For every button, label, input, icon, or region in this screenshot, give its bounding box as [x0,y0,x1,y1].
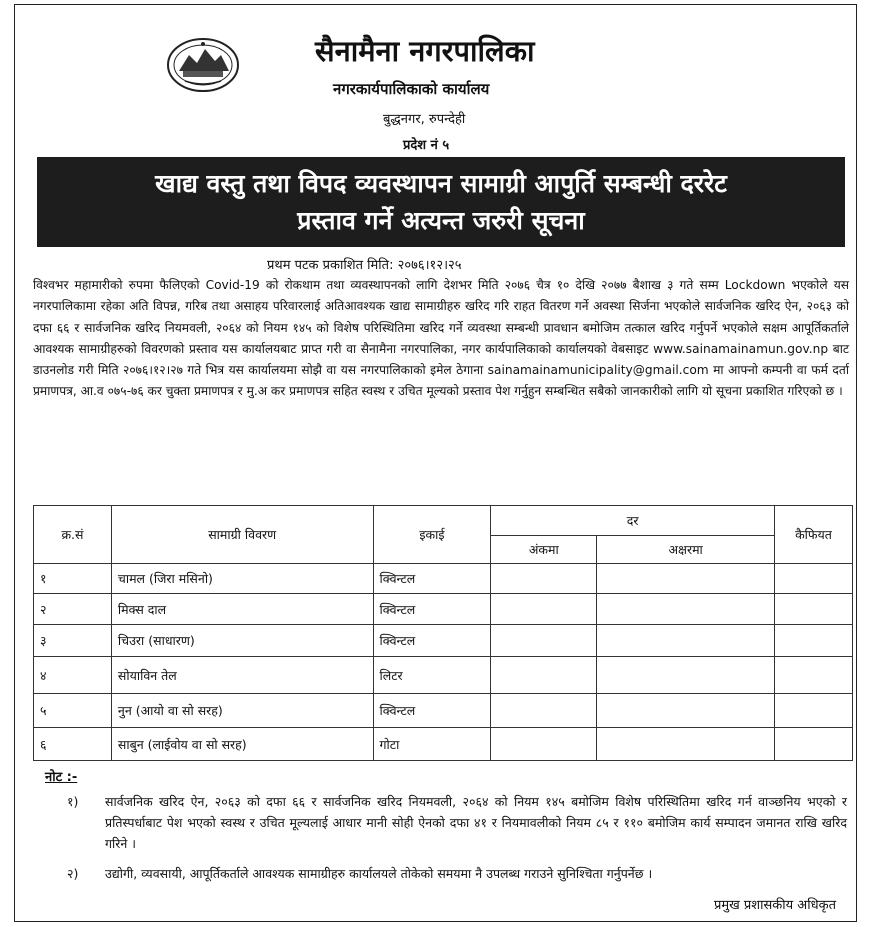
row-rate-figures [491,728,597,761]
notice-body: विश्वभर महामारीको रुपमा फैलिएको Covid-19 को रोकथाम तथा व्यवस्थापनको लागि देशभर मिति २०७६ चैत्र १० देखि २०७७ बैशाख ३ गते सम्म Lockdown भएकोले यस नगरपालिकामा रहेका अति विपन्न, गरिब तथा असाहय परिवारलाई अतिआवश्यक खाद्य सामाग्रीहरु खरिद गरि राहत वितरण गर्ने अवस्था सिर्जना भएकोले सार्वजनिक खरिद ऐन, २०६३ को दफा ६६ र सार्वजनिक खरिद नियमवली, २०६४ को नियम १४५ को विशेष परिस्थितिमा खरिद गर्ने व्यवस्था सम्बन्धी प्रावधान बमोजिम तत्काल खरिद गर्नुपर्ने भएकोले सक्षम आपूर्तिकर्ताले आवश्यक सामाग्रीहरुको विवरणको प्रस्ताव यस कार्यालयबाट प्राप्त गरी वा सैनामैना नगरपालिका, नगर कार्यपालिकाको कार्यालयको वेबसाइट www.sainamainamun.gov.np बाट डाउनलोड गरी मिति २०७६।१२।२७ गते भित्र यस कार्यालयमा सोझै वा यस नगरपालिकाको इमेल ठेगाना sainamainamunicipality@gmail.com मा आफ्नो कम्पनी वा फर्म दर्ता प्रमाणपत्र, आ.व ०७५-७६ कर चुक्ता प्रमाणपत्र र मु.अ कर प्रमाणपत्र सहित स्वस्थ र उचित मूल्यको प्रस्ताव पेश गर्नुहुन सम्बन्धित सबैको जानकारीको लागि यो सूचना प्रकाशित गरिएको छ । [33,278,849,399]
header-remarks: कैफियत [775,506,853,564]
table-row [34,657,853,694]
row-remarks [775,728,853,761]
notice-title-line-1: खाद्य वस्तु तथा विपद व्यवस्थापन सामाग्री आपुर्ति सम्बन्धी दररेट [155,169,727,198]
row-unit: लिटर [373,657,491,694]
org-name: सैनामैना नगरपालिका [315,34,535,68]
row-unit: गोटा [373,728,491,761]
notes-title: नोट :- [45,770,78,785]
row-rate-words [597,594,775,625]
row-sn: २ [34,594,112,625]
notice-title-line-2: प्रस्ताव गर्ने अत्यन्त जरुरी सूचना [297,206,585,235]
row-sn: ६ [34,728,112,761]
row-remarks [775,625,853,657]
note-number: २) [67,866,79,881]
row-unit: क्विन्टल [373,594,491,625]
row-rate-words [597,694,775,728]
note-item [67,863,847,884]
row-rate-figures [491,594,597,625]
row-remarks [775,564,853,594]
row-unit: क्विन्टल [373,625,491,657]
row-unit: क्विन्टल [373,564,491,594]
notice-title-banner [37,157,845,247]
row-item: चामल (जिरा मसिनो) [111,564,373,594]
table-row [34,694,853,728]
signature-title: प्रमुख प्रशासकीय अधिकृत [713,898,836,913]
header-unit: इकाई [373,506,491,564]
row-rate-words [597,625,775,657]
row-unit: क्विन्टल [373,694,491,728]
row-sn: ३ [34,625,112,657]
row-item: साबुन (लाईवोय वा सो सरह) [111,728,373,761]
row-item: सोयाविन तेल [111,657,373,694]
row-rate-figures [491,694,597,728]
row-rate-figures [491,564,597,594]
table-row [34,728,853,761]
note-text: सार्वजनिक खरिद ऐन, २०६३ को दफा ६६ र सार्वजनिक खरिद नियमवली, २०६४ को नियम १४५ बमोजिम विशेष परिस्थितिमा खरिद गर्न वाञ्छनिय भएको र प्रतिस्पर्धाबाट पेश भएको स्वस्थ र उचित मूल्यलाई आधार मानी सोही ऐनको दफा ४१ र नियमावलीको नियम ८५ र ११० बमोजिम कार्य सम्पादन जमानत राखि खरिद गरिने । [105,794,847,851]
note-text: उद्योगी, व्यवसायी, आपूर्तिकर्ताले आवश्यक सामाग्रीहरु कार्यालयले तोकेको समयमा नै उपलब्ध गराउने सुनिश्चिता गर्नुपर्नेछ । [105,866,653,881]
row-remarks [775,694,853,728]
header-in-words: अक्षरमा [597,536,775,564]
office-address: बुद्धनगर, रुपन्देही [383,112,466,127]
header-item: सामाग्री विवरण [111,506,373,564]
row-sn: ४ [34,657,112,694]
row-rate-words [597,564,775,594]
row-remarks [775,657,853,694]
header-sn: क्र.सं [34,506,112,564]
note-number: १) [67,794,79,809]
header-in-figures: अंकमा [491,536,597,564]
province: प्रदेश नं ५ [403,138,450,153]
note-item [67,791,847,854]
row-sn: १ [34,564,112,594]
publication-date: प्रथम पटक प्रकाशित मिति: २०७६।१२।२५ [267,258,462,273]
row-rate-figures [491,657,597,694]
table-row [34,594,853,625]
row-sn: ५ [34,694,112,728]
notice-page [14,4,857,922]
row-item: मिक्स दाल [111,594,373,625]
row-rate-figures [491,625,597,657]
row-item: नुन (आयो वा सो सरह) [111,694,373,728]
municipality-emblem-icon [165,35,241,95]
row-remarks [775,594,853,625]
row-rate-words [597,657,775,694]
header-rate: दर [491,506,775,536]
row-rate-words [597,728,775,761]
office-name: नगरकार्यपालिकाको कार्यालय [333,80,490,98]
rate-table [33,505,853,761]
row-item: चिउरा (साधारण) [111,625,373,657]
table-row [34,564,853,594]
table-row [34,625,853,657]
